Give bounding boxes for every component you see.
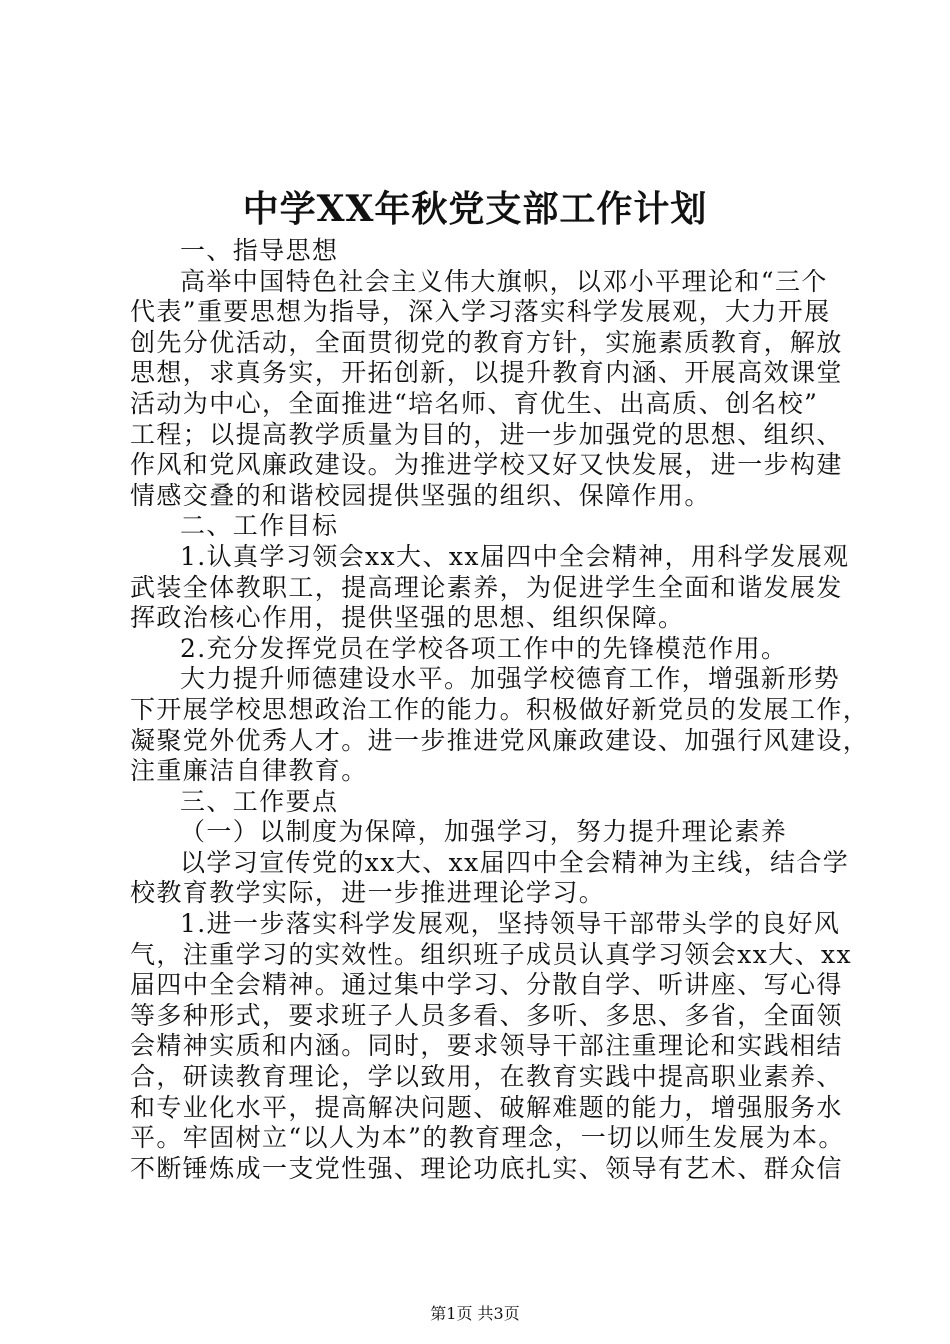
page-footer: 第1页 共3页 — [430, 1304, 520, 1323]
text-line: 武装全体教职工，提高理论素养，为促进学生全面和谐发展发 — [130, 572, 843, 602]
text-line: 届四中全会精神。通过集中学习、分散自学、听讲座、写心得 — [130, 970, 843, 1000]
text-line: 校教育教学实际，进一步推进理论学习。 — [130, 878, 606, 908]
text-line: 二、工作目标 — [180, 511, 339, 541]
text-line: 凝聚党外优秀人才。进一步推进党风廉政建设、加强行风建设， — [130, 725, 870, 755]
document-body — [130, 236, 870, 1184]
text-line: 会精神实质和内涵。同时，要求领导干部注重理论和实践相结 — [130, 1031, 843, 1061]
text-line: 高举中国特色社会主义伟大旗帜，以邓小平理论和“三个 — [180, 266, 828, 296]
text-line: 作风和党风廉政建设。为推进学校又好又快发展，进一步构建 — [130, 450, 843, 480]
text-line: 以学习宣传党的xx大、xx届四中全会精神为主线，结合学 — [180, 847, 850, 877]
text-line: 等多种形式，要求班子人员多看、多听、多思、多省，全面领 — [130, 1000, 843, 1030]
text-line: 1.认真学习领会xx大、xx届四中全会精神，用科学发展观 — [180, 541, 850, 571]
text-line: 气，注重学习的实效性。组织班子成员认真学习领会xx大、xx — [130, 939, 852, 969]
text-line: 大力提升师德建设水平。加强学校德育工作，增强新形势 — [180, 664, 841, 694]
text-line: 挥政治核心作用，提供坚强的思想、组织保障。 — [130, 603, 685, 633]
text-line: 和专业化水平，提高解决问题、破解难题的能力，增强服务水 — [130, 1092, 843, 1122]
text-line: 合，研读教育理论，学以致用，在教育实践中提高职业素养、 — [130, 1062, 843, 1092]
text-line: 平。牢固树立“以人为本”的教育理念，一切以师生发展为本。 — [130, 1123, 845, 1153]
text-line: 情感交叠的和谐校园提供坚强的组织、保障作用。 — [130, 480, 711, 510]
text-line: 工程；以提高教学质量为目的，进一步加强党的思想、组织、 — [130, 419, 843, 449]
text-line: 1.进一步落实科学发展观，坚持领导干部带头学的良好风 — [180, 909, 841, 939]
text-line: （一）以制度为保障，加强学习，努力提升理论素养 — [180, 817, 788, 847]
text-line: 活动为中心，全面推进“培名师、育优生、出高质、创名校” — [130, 388, 819, 418]
text-line: 注重廉洁自律教育。 — [130, 756, 368, 786]
text-line: 2.充分发挥党员在学校各项工作中的先锋模范作用。 — [180, 633, 788, 663]
text-line: 一、指导思想 — [180, 236, 339, 265]
text-line: 思想，求真务实，开拓创新，以提升教育内涵、开展高效课堂 — [130, 358, 843, 388]
document-title: 中学XX年秋党支部工作计划 — [242, 188, 708, 230]
text-line: 下开展学校思想政治工作的能力。积极做好新党员的发展工作， — [130, 694, 870, 724]
text-line: 创先分优活动，全面贯彻党的教育方针，实施素质教育，解放 — [130, 327, 843, 357]
text-line: 三、工作要点 — [180, 786, 339, 816]
text-line: 代表”重要思想为指导，深入学习落实科学发展观，大力开展 — [130, 297, 831, 327]
text-line: 不断锤炼成一支党性强、理论功底扎实、领导有艺术、群众信 — [130, 1153, 843, 1183]
